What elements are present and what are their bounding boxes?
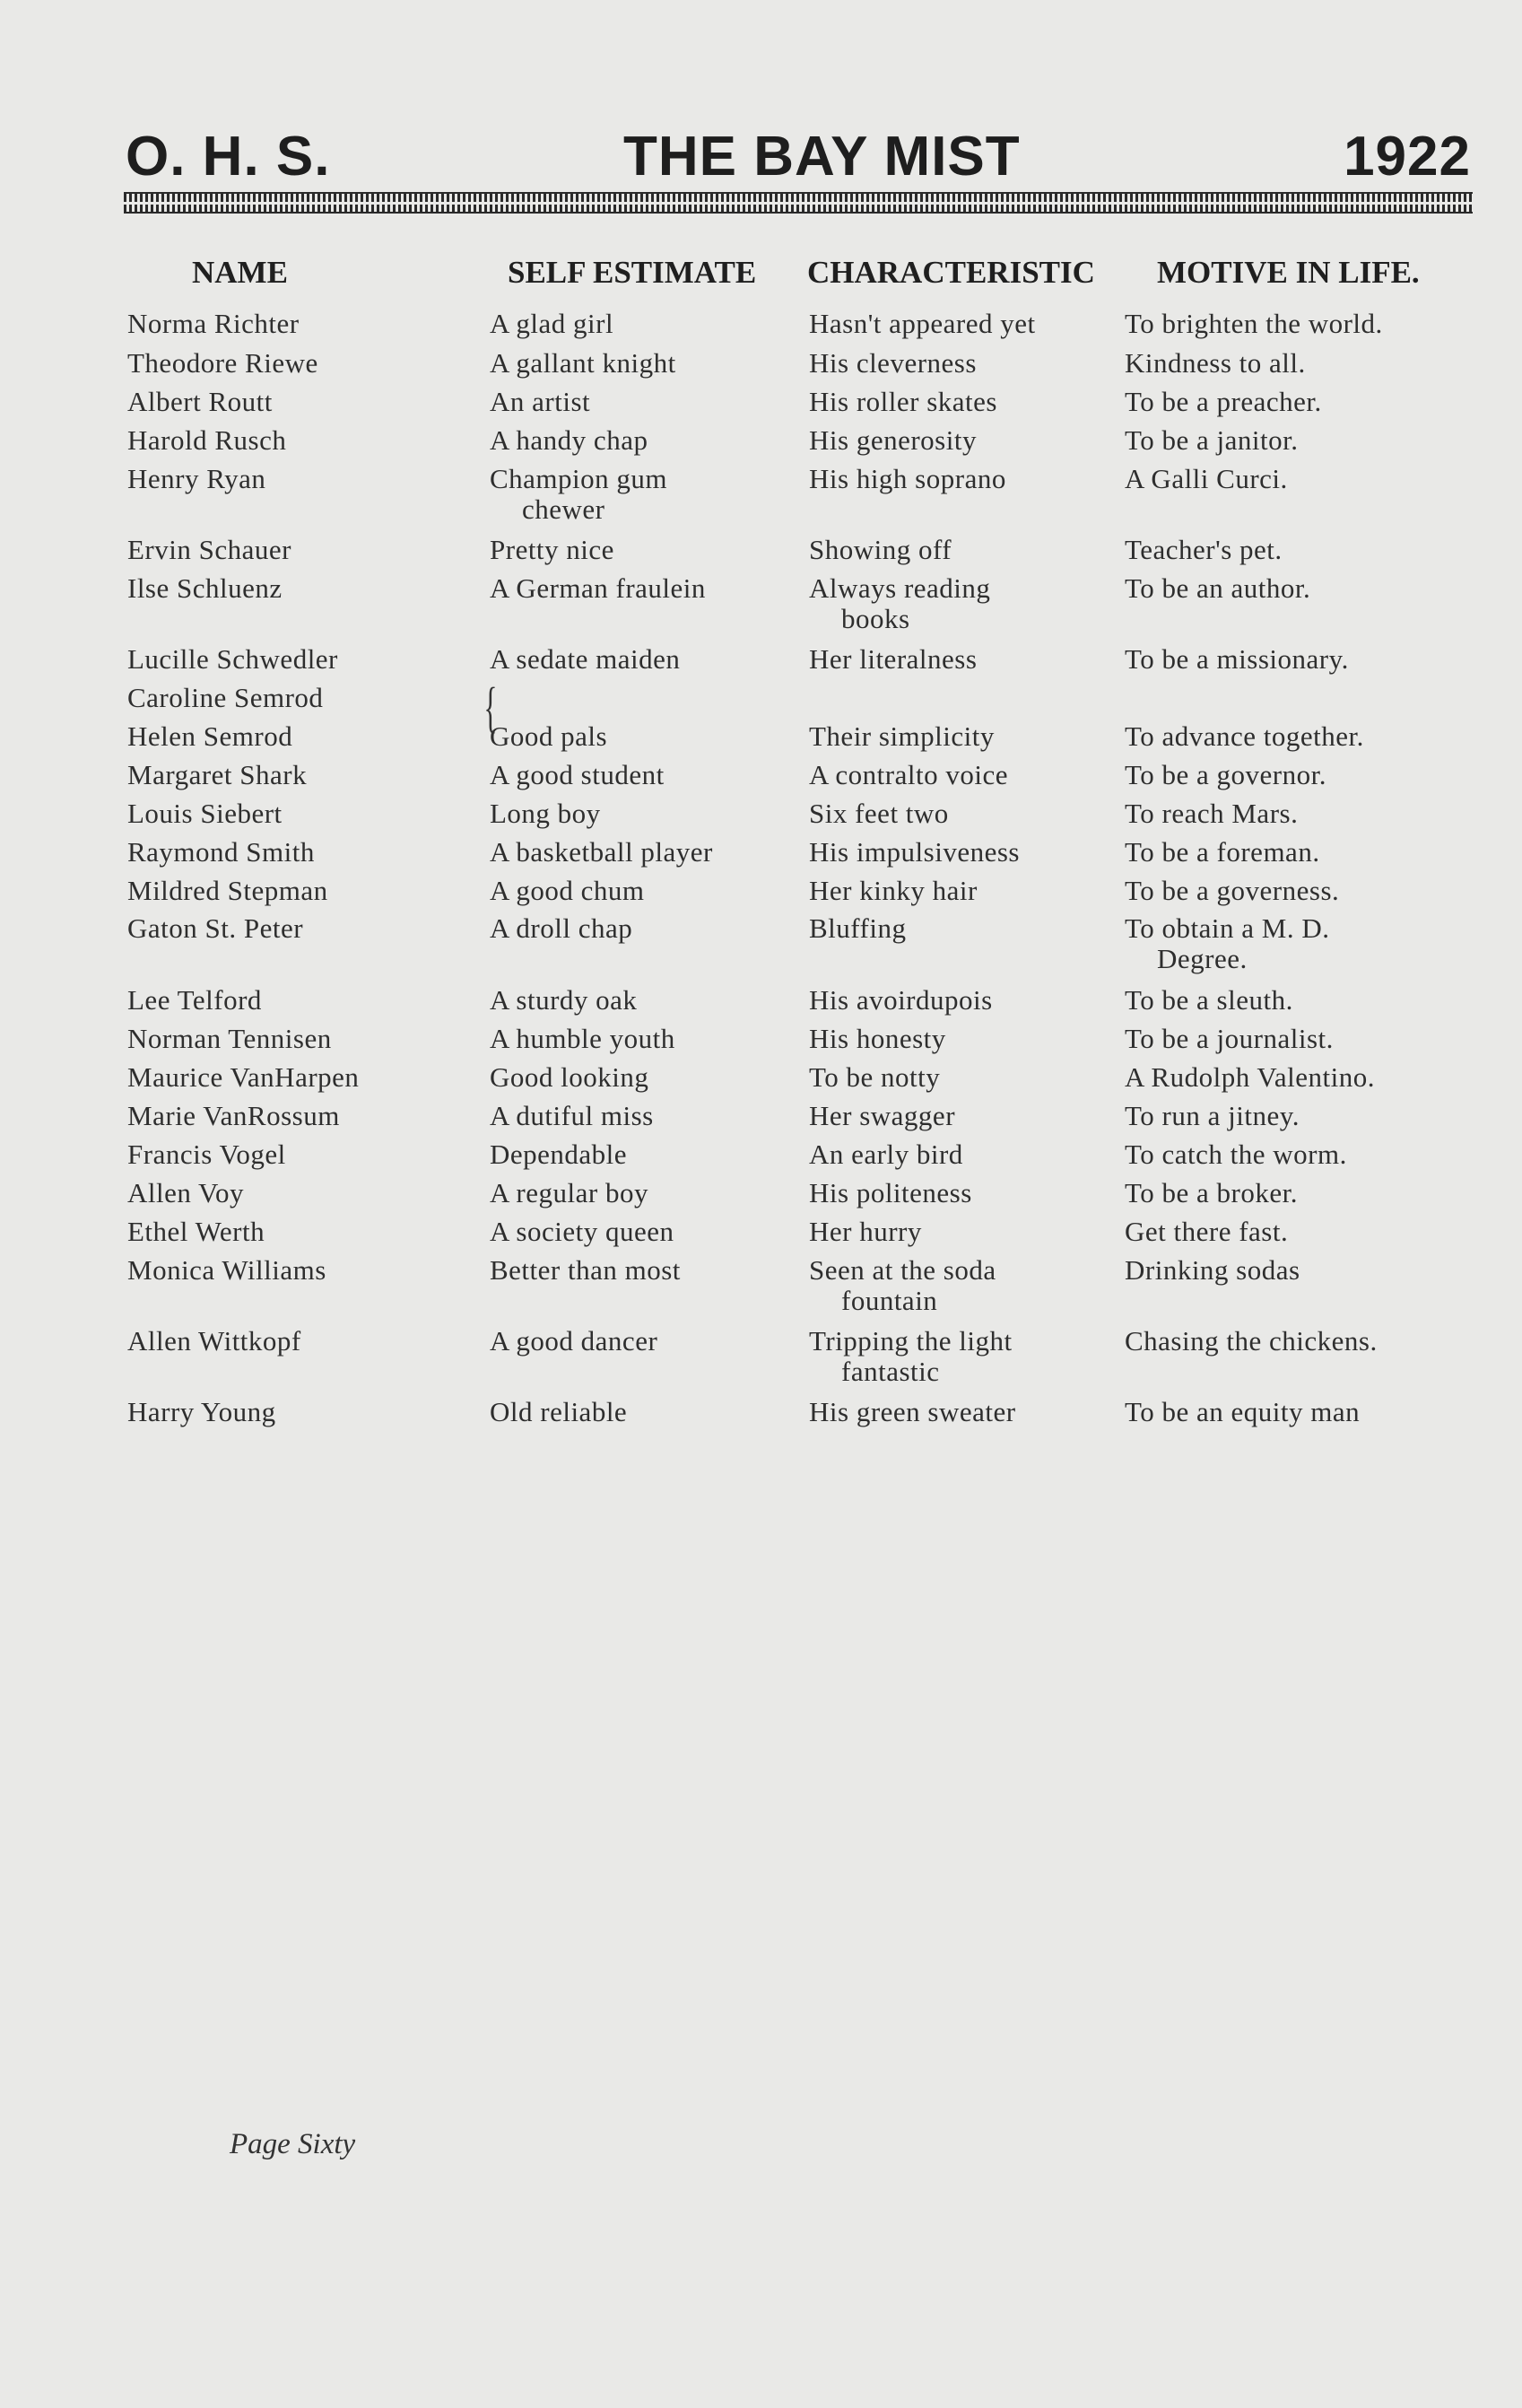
- cell-name-text: Gaton St. Peter: [127, 912, 304, 944]
- cell-motive: [1125, 798, 1298, 829]
- publication-title: THE BAY MIST: [623, 126, 1021, 188]
- cell-characteristic: [809, 573, 990, 634]
- cell-motive-continued: Degree.: [1157, 943, 1248, 974]
- cell-motive-text: Teacher's pet.: [1125, 534, 1283, 565]
- cell-self-estimate: [490, 1101, 654, 1131]
- cell-name-text: Henry Ryan: [127, 463, 266, 494]
- cell-motive-text: To brighten the world.: [1125, 308, 1383, 339]
- cell-motive: [1125, 387, 1322, 417]
- cell-name: [127, 760, 307, 790]
- cell-motive-text: To be a journalist.: [1125, 1023, 1334, 1054]
- cell-motive: [1125, 760, 1326, 790]
- cell-self-estimate-text: Champion gum: [490, 463, 668, 494]
- cell-characteristic: [809, 798, 949, 829]
- cell-characteristic: [809, 837, 1020, 868]
- cell-name: [127, 985, 262, 1016]
- cell-name-text: Allen Voy: [127, 1177, 244, 1208]
- cell-characteristic: [809, 464, 1006, 494]
- cell-name: [127, 913, 303, 944]
- cell-self-estimate: [490, 798, 601, 829]
- cell-motive: [1125, 425, 1299, 456]
- cell-name-text: Ilse Schluenz: [127, 572, 283, 604]
- cell-self-estimate: [490, 573, 706, 604]
- cell-characteristic: [809, 348, 977, 379]
- cell-name: [127, 535, 291, 565]
- cell-characteristic-text: Her literalness: [809, 643, 978, 675]
- cell-name: [127, 1255, 326, 1286]
- cell-motive: [1125, 913, 1329, 974]
- cell-motive: [1125, 1217, 1288, 1247]
- cell-name: [127, 1217, 265, 1247]
- cell-motive-text: To be a missionary.: [1125, 643, 1349, 675]
- cell-self-estimate-text: A gallant knight: [490, 347, 676, 379]
- cell-motive: [1125, 1255, 1300, 1286]
- cell-motive: [1125, 1024, 1334, 1054]
- cell-characteristic: [809, 876, 978, 906]
- cell-characteristic-text: His generosity: [809, 424, 977, 456]
- cell-motive: [1125, 1326, 1378, 1357]
- cell-self-estimate-text: A basketball player: [490, 836, 713, 868]
- cell-motive-text: To be an author.: [1125, 572, 1311, 604]
- cell-name-text: Margaret Shark: [127, 759, 308, 790]
- cell-self-estimate-text: Long boy: [490, 798, 601, 829]
- cell-self-estimate-text: Good pals: [490, 720, 608, 752]
- cell-motive: [1125, 1397, 1360, 1427]
- cell-characteristic-text: His honesty: [809, 1023, 946, 1054]
- cell-self-estimate: [490, 1178, 648, 1208]
- cell-motive: [1125, 309, 1383, 339]
- pairing-brace: {: [483, 677, 498, 738]
- cell-characteristic-text: His impulsiveness: [809, 836, 1020, 868]
- cell-characteristic: [809, 309, 1036, 339]
- cell-motive-text: To be a foreman.: [1125, 836, 1320, 868]
- cell-characteristic: [809, 1062, 940, 1093]
- cell-name-text: Louis Siebert: [127, 798, 283, 829]
- cell-name-text: Ethel Werth: [127, 1216, 265, 1247]
- cell-self-estimate-text: A regular boy: [490, 1177, 648, 1208]
- cell-characteristic: [809, 1255, 996, 1316]
- cell-name-text: Mildred Stepman: [127, 875, 328, 906]
- decorative-rule: [124, 192, 1473, 214]
- cell-self-estimate: [490, 425, 648, 456]
- cell-characteristic-continued: fountain: [841, 1285, 938, 1316]
- page-header: [126, 126, 1471, 188]
- cell-name-text: Allen Wittkopf: [127, 1325, 301, 1357]
- cell-name-text: Helen Semrod: [127, 720, 293, 752]
- cell-characteristic-text: A contralto voice: [809, 759, 1008, 790]
- cell-self-estimate-text: A good student: [490, 759, 665, 790]
- cell-name: [127, 721, 292, 752]
- cell-characteristic-text: Her hurry: [809, 1216, 922, 1247]
- cell-motive-text: Get there fast.: [1125, 1216, 1289, 1247]
- cell-characteristic-text: Bluffing: [809, 912, 907, 944]
- cell-self-estimate-text: A German fraulein: [490, 572, 706, 604]
- cell-name-text: Caroline Semrod: [127, 682, 324, 713]
- cell-name-text: Marie VanRossum: [127, 1100, 340, 1131]
- cell-name: [127, 1062, 359, 1093]
- year: 1922: [1344, 126, 1471, 188]
- cell-motive-text: To be an equity man: [1125, 1396, 1361, 1427]
- column-header-name: NAME: [192, 255, 288, 290]
- cell-motive-text: Chasing the chickens.: [1125, 1325, 1378, 1357]
- cell-characteristic-text: His avoirdupois: [809, 984, 993, 1016]
- cell-motive-text: Drinking sodas: [1125, 1254, 1300, 1286]
- cell-motive-text: To catch the worm.: [1125, 1139, 1347, 1170]
- cell-characteristic: [809, 760, 1008, 790]
- cell-name: [127, 798, 283, 829]
- cell-self-estimate: [490, 1024, 675, 1054]
- cell-self-estimate: [490, 876, 645, 906]
- cell-name: [127, 1024, 332, 1054]
- cell-characteristic: [809, 1139, 963, 1170]
- school-abbrev: O. H. S.: [126, 126, 331, 188]
- cell-name: [127, 837, 315, 868]
- cell-name: [127, 573, 283, 604]
- cell-motive-text: A Rudolph Valentino.: [1125, 1061, 1375, 1093]
- cell-self-estimate: [490, 387, 590, 417]
- cell-name-text: Maurice VanHarpen: [127, 1061, 360, 1093]
- cell-self-estimate-text: An artist: [490, 386, 591, 417]
- cell-self-estimate-text: A sedate maiden: [490, 643, 681, 675]
- cell-self-estimate-text: Pretty nice: [490, 534, 614, 565]
- cell-self-estimate: [490, 644, 680, 675]
- cell-characteristic: [809, 913, 907, 944]
- cell-name-text: Harry Young: [127, 1396, 276, 1427]
- cell-motive-text: To be a preacher.: [1125, 386, 1322, 417]
- cell-characteristic-text: His green sweater: [809, 1396, 1016, 1427]
- cell-characteristic: [809, 721, 995, 752]
- cell-self-estimate-text: A good chum: [490, 875, 645, 906]
- cell-characteristic-text: His politeness: [809, 1177, 972, 1208]
- cell-motive-text: To run a jitney.: [1125, 1100, 1300, 1131]
- cell-motive: [1125, 1062, 1375, 1093]
- cell-motive: [1125, 837, 1320, 868]
- cell-self-estimate-text: A handy chap: [490, 424, 648, 456]
- cell-self-estimate-text: Better than most: [490, 1254, 681, 1286]
- cell-self-estimate: [490, 1139, 627, 1170]
- cell-characteristic: [809, 1397, 1016, 1427]
- cell-self-estimate: [490, 1217, 674, 1247]
- cell-characteristic-text: Tripping the light: [809, 1325, 1013, 1357]
- cell-motive: [1125, 876, 1339, 906]
- cell-self-estimate: [490, 837, 713, 868]
- cell-motive: [1125, 1139, 1347, 1170]
- cell-characteristic-text: Her swagger: [809, 1100, 956, 1131]
- cell-name: [127, 1101, 340, 1131]
- cell-motive: [1125, 573, 1310, 604]
- cell-characteristic-text: Six feet two: [809, 798, 949, 829]
- cell-self-estimate-text: Good looking: [490, 1061, 649, 1093]
- cell-name: [127, 876, 328, 906]
- cell-characteristic: [809, 985, 993, 1016]
- cell-name: [127, 1139, 286, 1170]
- column-header-motive: MOTIVE IN LIFE.: [1157, 255, 1420, 290]
- cell-characteristic-continued: books: [841, 603, 910, 634]
- cell-name-text: Ervin Schauer: [127, 534, 291, 565]
- page-number: Page Sixty: [230, 2128, 356, 2160]
- cell-motive: [1125, 348, 1306, 379]
- cell-motive: [1125, 1101, 1300, 1131]
- cell-characteristic-text: His high soprano: [809, 463, 1006, 494]
- cell-motive: [1125, 721, 1364, 752]
- cell-motive-text: To be a governor.: [1125, 759, 1326, 790]
- cell-self-estimate: [490, 535, 614, 565]
- cell-characteristic: [809, 644, 977, 675]
- cell-characteristic-continued: fantastic: [841, 1356, 940, 1387]
- cell-motive-text: Kindness to all.: [1125, 347, 1306, 379]
- cell-self-estimate: [490, 464, 667, 525]
- cell-name: [127, 348, 318, 379]
- cell-motive-text: To obtain a M. D.: [1125, 912, 1330, 944]
- cell-self-estimate-text: Dependable: [490, 1139, 628, 1170]
- cell-motive-text: To be a sleuth.: [1125, 984, 1293, 1016]
- cell-self-estimate: [490, 913, 632, 944]
- cell-motive-text: To advance together.: [1125, 720, 1364, 752]
- cell-motive-text: A Galli Curci.: [1125, 463, 1288, 494]
- cell-self-estimate-text: A humble youth: [490, 1023, 675, 1054]
- cell-characteristic-text: His roller skates: [809, 386, 997, 417]
- cell-characteristic-text: Her kinky hair: [809, 875, 978, 906]
- cell-motive: [1125, 985, 1293, 1016]
- cell-characteristic-text: An early bird: [809, 1139, 963, 1170]
- cell-characteristic-text: To be notty: [809, 1061, 941, 1093]
- cell-name: [127, 425, 286, 456]
- cell-characteristic: [809, 1178, 972, 1208]
- cell-self-estimate: [490, 1326, 657, 1357]
- cell-self-estimate-text: A sturdy oak: [490, 984, 638, 1016]
- cell-name: [127, 683, 323, 713]
- cell-name-text: Raymond Smith: [127, 836, 315, 868]
- cell-self-estimate: [490, 721, 607, 752]
- cell-motive-text: To be a governess.: [1125, 875, 1340, 906]
- cell-characteristic: [809, 425, 977, 456]
- cell-motive-text: To be a broker.: [1125, 1177, 1298, 1208]
- cell-name: [127, 1397, 276, 1427]
- cell-characteristic: [809, 1217, 922, 1247]
- cell-name: [127, 387, 273, 417]
- cell-characteristic: [809, 387, 997, 417]
- cell-self-estimate: [490, 1255, 681, 1286]
- cell-motive-text: To be a janitor.: [1125, 424, 1299, 456]
- cell-characteristic-text: Seen at the soda: [809, 1254, 996, 1286]
- cell-characteristic: [809, 1101, 955, 1131]
- cell-name-text: Lucille Schwedler: [127, 643, 338, 675]
- cell-name-text: Francis Vogel: [127, 1139, 286, 1170]
- cell-self-estimate: [490, 985, 637, 1016]
- cell-characteristic-text: Hasn't appeared yet: [809, 308, 1036, 339]
- cell-self-estimate-continued: chewer: [522, 493, 605, 525]
- cell-name: [127, 644, 338, 675]
- cell-name-text: Albert Routt: [127, 386, 273, 417]
- cell-name: [127, 1326, 301, 1357]
- cell-self-estimate: [490, 348, 676, 379]
- cell-characteristic-text: Always reading: [809, 572, 991, 604]
- cell-name-text: Harold Rusch: [127, 424, 287, 456]
- cell-self-estimate: [490, 309, 613, 339]
- cell-characteristic-text: Their simplicity: [809, 720, 995, 752]
- cell-self-estimate-text: A good dancer: [490, 1325, 658, 1357]
- cell-name-text: Norma Richter: [127, 308, 300, 339]
- cell-self-estimate-text: A society queen: [490, 1216, 674, 1247]
- cell-motive: [1125, 535, 1283, 565]
- cell-name-text: Norman Tennisen: [127, 1023, 332, 1054]
- cell-self-estimate-text: Old reliable: [490, 1396, 628, 1427]
- cell-name: [127, 464, 265, 494]
- cell-self-estimate-text: A droll chap: [490, 912, 633, 944]
- column-header-self-estimate: SELF ESTIMATE: [508, 255, 757, 290]
- cell-name-text: Monica Williams: [127, 1254, 326, 1286]
- cell-self-estimate: [490, 1062, 648, 1093]
- cell-name-text: Lee Telford: [127, 984, 262, 1016]
- cell-name: [127, 1178, 244, 1208]
- cell-name-text: Theodore Riewe: [127, 347, 318, 379]
- cell-name: [127, 309, 300, 339]
- cell-motive: [1125, 644, 1349, 675]
- cell-motive: [1125, 1178, 1298, 1208]
- cell-characteristic: [809, 535, 952, 565]
- cell-motive: [1125, 464, 1288, 494]
- cell-characteristic: [809, 1024, 946, 1054]
- cell-self-estimate-text: A glad girl: [490, 308, 614, 339]
- cell-self-estimate-text: A dutiful miss: [490, 1100, 654, 1131]
- cell-self-estimate: [490, 1397, 627, 1427]
- cell-self-estimate: [490, 760, 665, 790]
- column-header-characteristic: CHARACTERISTIC: [807, 255, 1095, 290]
- cell-characteristic-text: His cleverness: [809, 347, 977, 379]
- cell-characteristic-text: Showing off: [809, 534, 952, 565]
- cell-characteristic: [809, 1326, 1013, 1387]
- cell-motive-text: To reach Mars.: [1125, 798, 1299, 829]
